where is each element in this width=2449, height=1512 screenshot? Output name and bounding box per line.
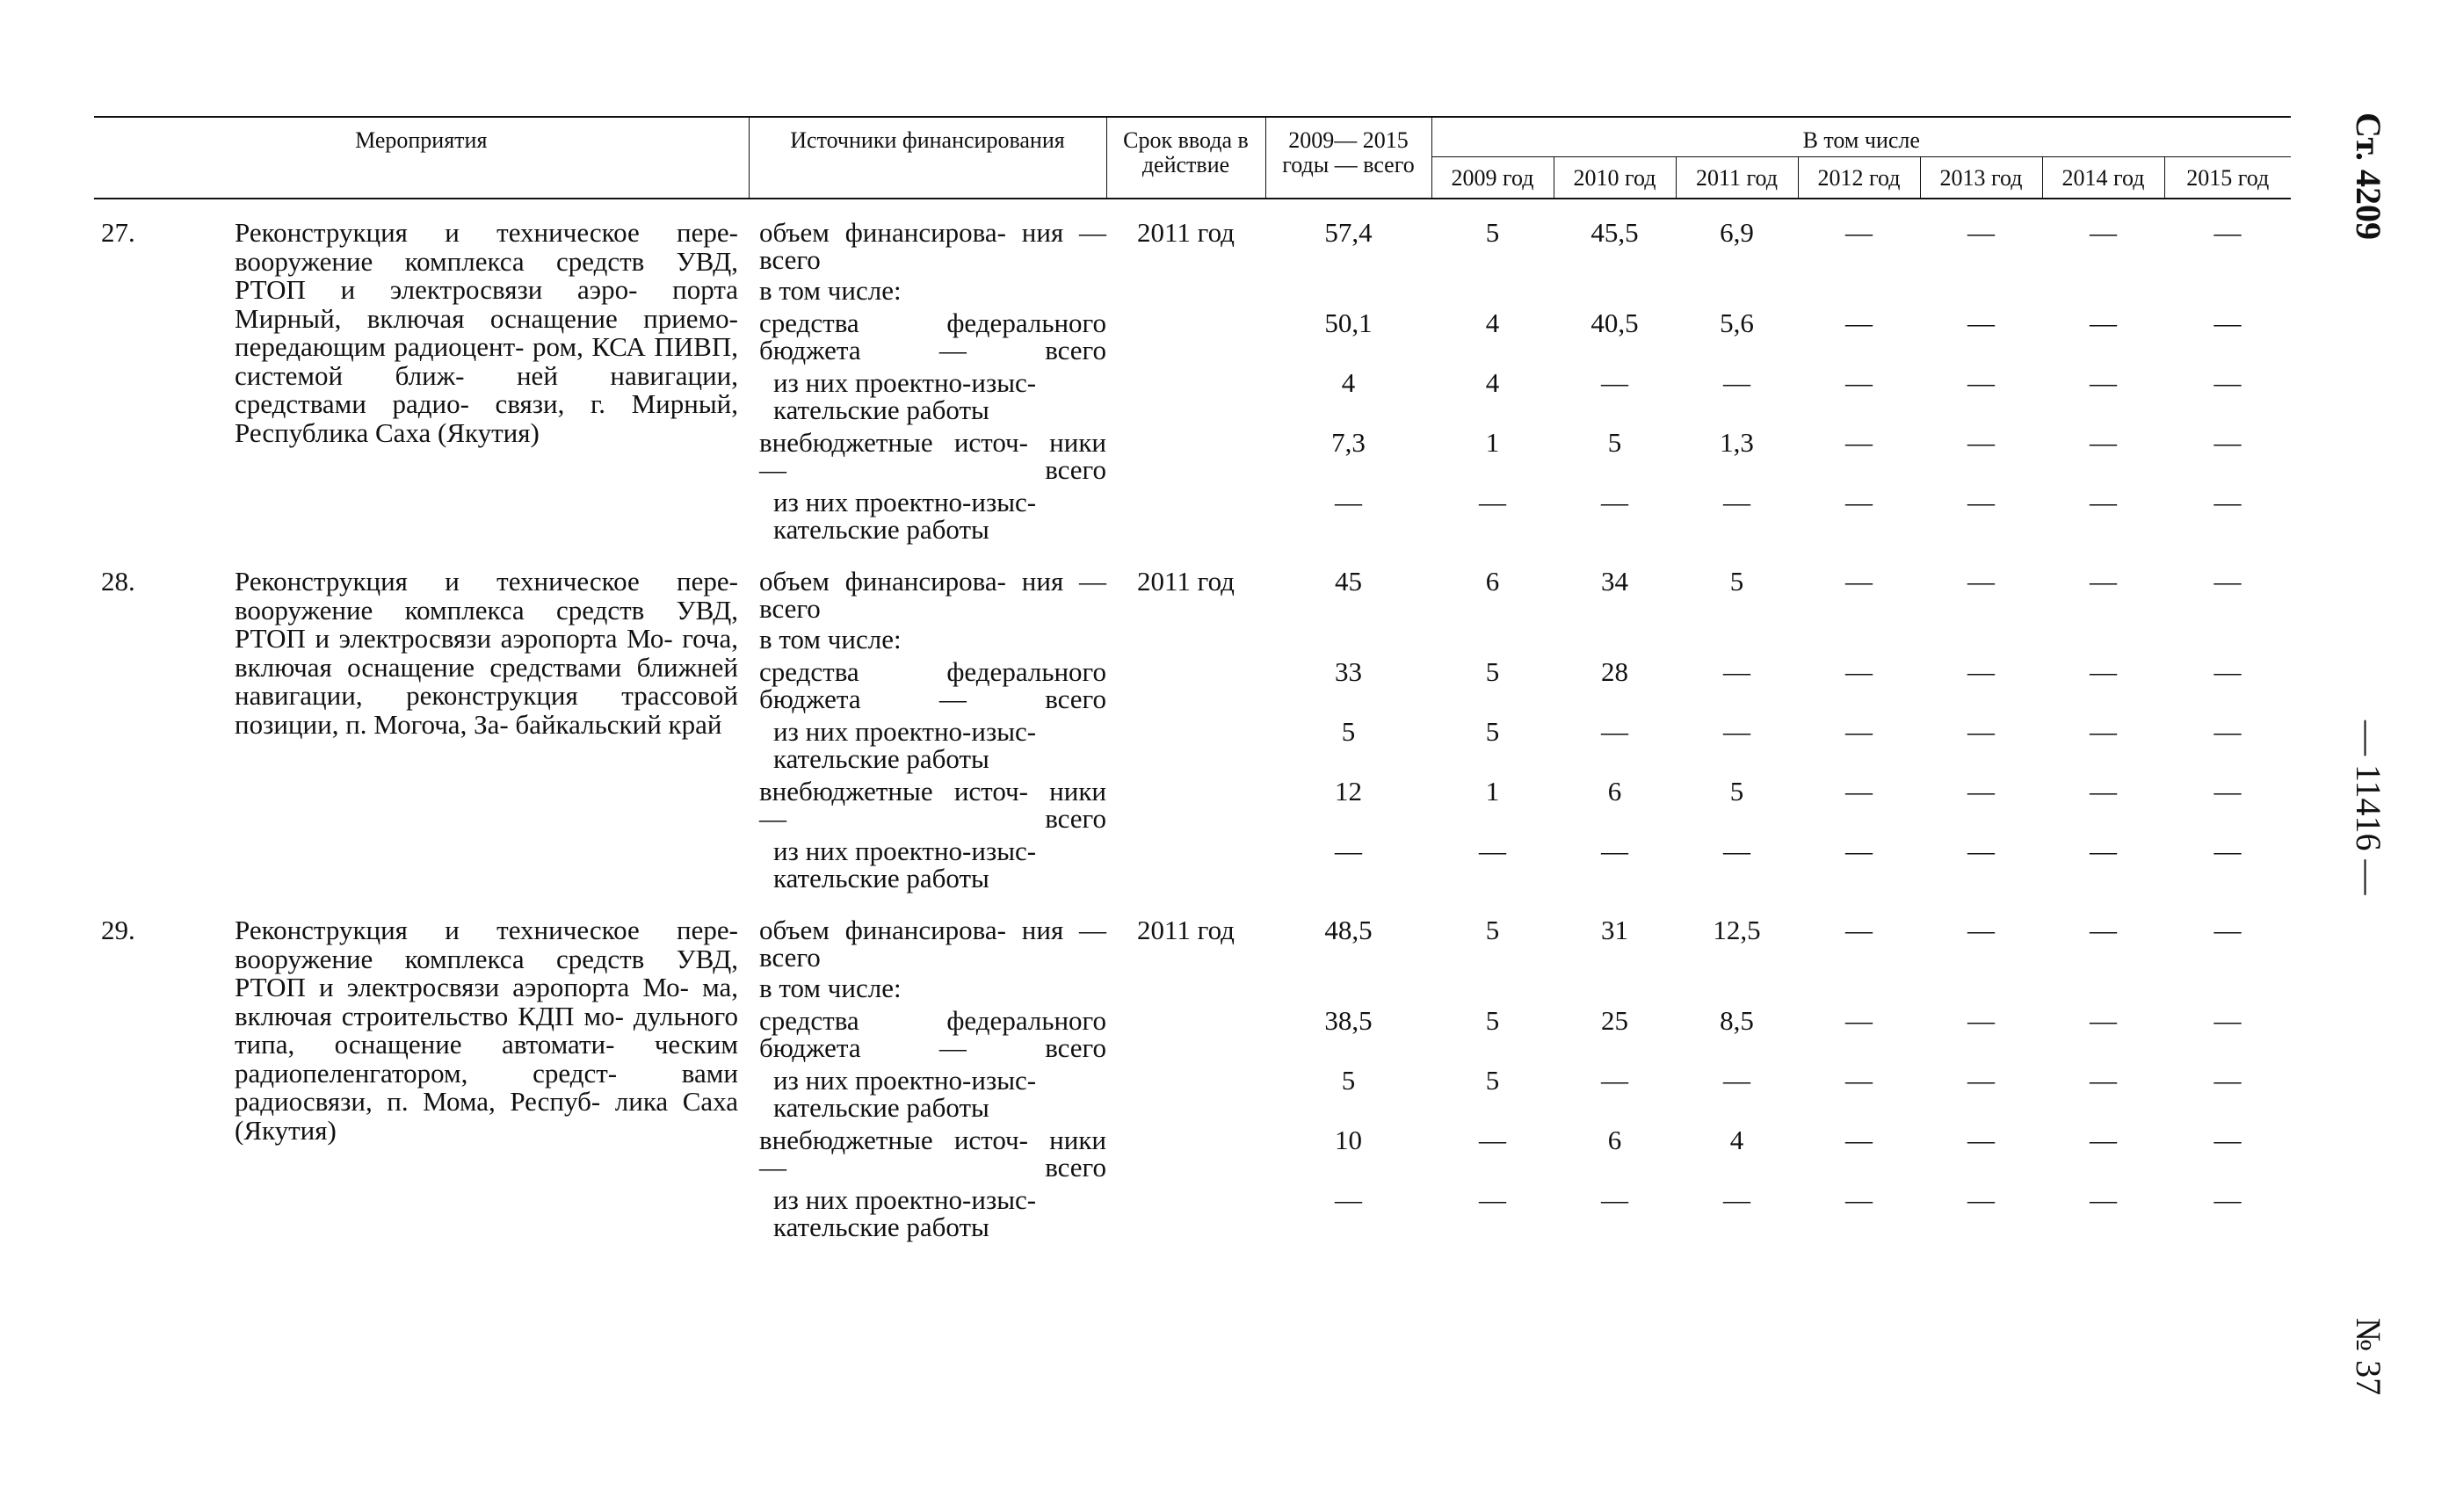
year-value xyxy=(1676,622,1798,653)
header-year: 2012 год xyxy=(1798,157,1920,199)
year-value: — xyxy=(2090,1005,2117,1036)
year-value xyxy=(1431,273,1554,304)
funding-source-text: внебюджетные источ- ники — всего xyxy=(759,776,1106,834)
year-value xyxy=(1920,273,2042,304)
year-value: — xyxy=(1845,217,1873,248)
year-value: — xyxy=(1967,915,1995,945)
year-value: — xyxy=(1845,1125,1873,1155)
funding-source-text: средства федерального бюджета — всего xyxy=(759,656,1106,714)
year-value: 5 xyxy=(1485,217,1500,248)
year-value xyxy=(1798,971,1920,1002)
year-value: 5 xyxy=(1485,656,1500,687)
year-value: 6,9 xyxy=(1720,217,1754,248)
funding-source-label xyxy=(749,622,1106,653)
total-value xyxy=(1265,622,1431,653)
year-value: — xyxy=(1967,656,1995,687)
funding-source-label xyxy=(749,1121,1106,1181)
header-year: 2010 год xyxy=(1554,157,1676,199)
total-value: 48,5 xyxy=(1324,915,1373,945)
year-value: — xyxy=(2214,566,2242,597)
year-value: 5 xyxy=(1729,566,1744,597)
commission-term xyxy=(1106,971,1265,1002)
year-value: 6 xyxy=(1607,1125,1622,1155)
table-row xyxy=(94,897,2291,971)
year-value: — xyxy=(1479,1125,1506,1155)
year-value: — xyxy=(1845,1065,1873,1096)
year-value: — xyxy=(2214,367,2242,398)
total-value: 7,3 xyxy=(1331,427,1366,458)
total-value: — xyxy=(1335,487,1362,517)
year-value: — xyxy=(2090,307,2117,338)
total-value: 45 xyxy=(1335,566,1362,597)
year-value: — xyxy=(2214,776,2242,807)
year-value: — xyxy=(1967,566,1995,597)
year-value: 40,5 xyxy=(1590,307,1639,338)
year-value: 5 xyxy=(1485,716,1500,747)
year-value: 4 xyxy=(1485,307,1500,338)
year-value: — xyxy=(1479,836,1506,866)
entry-number: 27. xyxy=(101,217,135,248)
year-value: — xyxy=(2214,307,2242,338)
year-value: — xyxy=(2214,487,2242,517)
year-value xyxy=(1920,622,2042,653)
funding-source-text: в том числе: xyxy=(759,275,902,306)
year-value: 8,5 xyxy=(1720,1005,1754,1036)
year-value: — xyxy=(1845,427,1873,458)
entry-number: 29. xyxy=(101,915,135,945)
year-value: — xyxy=(1479,1184,1506,1215)
year-value: — xyxy=(2214,915,2242,945)
total-value: 57,4 xyxy=(1324,217,1373,248)
year-value: — xyxy=(2090,716,2117,747)
year-value: — xyxy=(1479,487,1506,517)
year-value xyxy=(2042,971,2164,1002)
commission-term xyxy=(1106,1061,1265,1121)
funding-source-text: средства федерального бюджета — всего xyxy=(759,1005,1106,1063)
year-value: 1 xyxy=(1485,776,1500,807)
commission-term xyxy=(1106,1002,1265,1061)
year-value xyxy=(2042,273,2164,304)
funding-source-label xyxy=(749,548,1106,622)
year-value: — xyxy=(1723,487,1750,517)
header-year: 2014 год xyxy=(2042,157,2164,199)
funding-source-label xyxy=(749,772,1106,832)
year-value xyxy=(1431,971,1554,1002)
funding-source-text: объем финансирова- ния — всего xyxy=(759,217,1106,275)
entry-description: Реконструкция и техническое пере- вооружение комплекса средств УВД, РТОП и электросвязи аэро- порта Мирный, включая оснащение приемо-передающим радиоцент- ром, КСА ПИВП, системой ближ- ней навигации, средствами радио- связи, г. Мирный, Республика Саха (Якутия) xyxy=(235,217,738,448)
year-value: — xyxy=(2090,217,2117,248)
funding-source-label xyxy=(749,971,1106,1002)
year-value: — xyxy=(1967,307,1995,338)
year-value: 31 xyxy=(1601,915,1628,945)
year-value: — xyxy=(1723,1184,1750,1215)
year-value: — xyxy=(2090,367,2117,398)
header-year: 2015 год xyxy=(2164,157,2291,199)
entry-description: Реконструкция и техническое пере- вооружение комплекса средств УВД, РТОП и электросвязи аэропорта Мо- гоча, включая оснащение средствами ближней навигации, реконструкция трассовой позиции, п. Могоча, За- байкальский край xyxy=(235,566,738,740)
commission-term xyxy=(1106,832,1265,897)
total-value: — xyxy=(1335,836,1362,866)
year-value xyxy=(1676,971,1798,1002)
year-value: 45,5 xyxy=(1590,217,1639,248)
year-value: — xyxy=(1845,716,1873,747)
year-value: — xyxy=(1601,487,1628,517)
total-value: 50,1 xyxy=(1324,307,1373,338)
entry-number: 28. xyxy=(101,566,135,597)
year-value: — xyxy=(2090,656,2117,687)
funding-source-label xyxy=(749,483,1106,548)
year-value: — xyxy=(2214,656,2242,687)
year-value: — xyxy=(1723,656,1750,687)
funding-source-label xyxy=(749,713,1106,772)
year-value: — xyxy=(1845,566,1873,597)
year-value: — xyxy=(1967,1125,1995,1155)
year-value: 34 xyxy=(1601,566,1628,597)
year-value: — xyxy=(1967,836,1995,866)
year-value: — xyxy=(2214,1065,2242,1096)
year-value: — xyxy=(2090,915,2117,945)
year-value: — xyxy=(1723,836,1750,866)
commission-term: 2011 год xyxy=(1137,566,1235,597)
year-value: — xyxy=(2214,836,2242,866)
year-value: 5 xyxy=(1729,776,1744,807)
year-value: 1 xyxy=(1485,427,1500,458)
year-value: — xyxy=(2090,1184,2117,1215)
funding-source-label xyxy=(749,199,1106,273)
funding-source-text: внебюджетные источ- ники — всего xyxy=(759,427,1106,485)
header-year: 2009 год xyxy=(1431,157,1554,199)
table-body xyxy=(94,199,2291,1246)
commission-term xyxy=(1106,1121,1265,1181)
table-row xyxy=(94,548,2291,622)
table-row xyxy=(94,199,2291,273)
commission-term xyxy=(1106,483,1265,548)
total-value: 5 xyxy=(1341,1065,1356,1096)
year-value xyxy=(2164,622,2291,653)
year-value: — xyxy=(1845,915,1873,945)
commission-term xyxy=(1106,622,1265,653)
year-value: — xyxy=(1967,1184,1995,1215)
year-value: — xyxy=(2214,1184,2242,1215)
year-value: 5 xyxy=(1607,427,1622,458)
year-value: — xyxy=(1967,217,1995,248)
funding-source-label xyxy=(749,304,1106,364)
year-value xyxy=(2164,273,2291,304)
year-value: — xyxy=(1601,367,1628,398)
total-value: 10 xyxy=(1335,1125,1362,1155)
year-value: — xyxy=(1601,1184,1628,1215)
commission-term xyxy=(1106,653,1265,713)
commission-term xyxy=(1106,364,1265,423)
year-value: 4 xyxy=(1485,367,1500,398)
year-value: 5,6 xyxy=(1720,307,1754,338)
header-including: В том числе xyxy=(1431,117,2291,157)
year-value: 25 xyxy=(1601,1005,1628,1036)
year-value: — xyxy=(2090,1125,2117,1155)
year-value: — xyxy=(2090,1065,2117,1096)
header-total: 2009— 2015 годы — всего xyxy=(1265,117,1431,199)
year-value xyxy=(1554,971,1676,1002)
funding-source-text: в том числе: xyxy=(759,624,902,655)
year-value: — xyxy=(1845,1184,1873,1215)
year-value: — xyxy=(1967,427,1995,458)
year-value: — xyxy=(1845,367,1873,398)
funding-source-text: из них проектно-изыс- кательские работы xyxy=(773,836,1037,893)
year-value: 6 xyxy=(1607,776,1622,807)
commission-term xyxy=(1106,273,1265,304)
funding-source-text: из них проектно-изыс- кательские работы xyxy=(773,487,1037,545)
total-value: — xyxy=(1335,1184,1362,1215)
year-value xyxy=(2164,971,2291,1002)
header-year: 2011 год xyxy=(1676,157,1798,199)
funding-source-label xyxy=(749,423,1106,483)
total-value: 33 xyxy=(1335,656,1362,687)
total-value xyxy=(1265,273,1431,304)
year-value: — xyxy=(2214,1125,2242,1155)
year-value: — xyxy=(1967,487,1995,517)
year-value: — xyxy=(1967,776,1995,807)
commission-term xyxy=(1106,713,1265,772)
funding-source-label xyxy=(749,273,1106,304)
commission-term xyxy=(1106,1181,1265,1246)
year-value: — xyxy=(1967,367,1995,398)
year-value: — xyxy=(2214,1005,2242,1036)
year-value xyxy=(1554,622,1676,653)
funding-source-label xyxy=(749,897,1106,971)
funding-source-text: средства федерального бюджета — всего xyxy=(759,307,1106,365)
funding-source-text: объем финансирова- ния — всего xyxy=(759,915,1106,973)
year-value: 5 xyxy=(1485,1065,1500,1096)
year-value: 28 xyxy=(1601,656,1628,687)
entry-description: Реконструкция и техническое пере- вооружение комплекса средств УВД, РТОП и электросвязи аэропорта Мо- ма, включая строительство КДП мо- дульного типа, оснащение автомати- ческим радиопеленгатором, средст- вами радиосвязи, п. Мома, Респуб- лика Саха (Якутия) xyxy=(235,915,738,1146)
funding-source-text: в том числе: xyxy=(759,973,902,1003)
funding-source-text: из них проектно-изыс- кательские работы xyxy=(773,1065,1037,1123)
year-value xyxy=(1798,273,1920,304)
year-value: — xyxy=(2214,716,2242,747)
funding-source-text: из них проектно-изыс- кательские работы xyxy=(773,367,1037,425)
year-value: — xyxy=(2090,566,2117,597)
year-value: — xyxy=(1601,836,1628,866)
year-value: — xyxy=(1967,1005,1995,1036)
year-value: — xyxy=(2090,427,2117,458)
measures-table xyxy=(94,116,2291,1246)
funding-source-label xyxy=(749,653,1106,713)
year-value: — xyxy=(1845,656,1873,687)
total-value: 38,5 xyxy=(1324,1005,1373,1036)
page-number: — 11416 — xyxy=(2349,720,2388,895)
year-value: — xyxy=(1845,307,1873,338)
funding-source-label xyxy=(749,1002,1106,1061)
year-value: — xyxy=(1723,716,1750,747)
year-value: 5 xyxy=(1485,915,1500,945)
total-value: 12 xyxy=(1335,776,1362,807)
year-value: — xyxy=(1845,776,1873,807)
year-value xyxy=(2042,622,2164,653)
total-value: 4 xyxy=(1341,367,1356,398)
funding-source-text: объем финансирова- ния — всего xyxy=(759,566,1106,624)
header-term: Срок ввода в действие xyxy=(1106,117,1265,199)
year-value: — xyxy=(1723,1065,1750,1096)
year-value xyxy=(1676,273,1798,304)
funding-source-text: из них проектно-изыс- кательские работы xyxy=(773,1184,1037,1242)
year-value: — xyxy=(2090,776,2117,807)
year-value xyxy=(1920,971,2042,1002)
funding-source-label xyxy=(749,832,1106,897)
year-value xyxy=(1798,622,1920,653)
year-value: — xyxy=(2090,487,2117,517)
year-value: 6 xyxy=(1485,566,1500,597)
total-value xyxy=(1265,971,1431,1002)
year-value: 5 xyxy=(1485,1005,1500,1036)
funding-source-text: из них проектно-изыс- кательские работы xyxy=(773,716,1037,774)
year-value: — xyxy=(2214,427,2242,458)
header-year: 2013 год xyxy=(1920,157,2042,199)
funding-source-label xyxy=(749,1181,1106,1246)
year-value: — xyxy=(2214,217,2242,248)
commission-term xyxy=(1106,423,1265,483)
year-value: — xyxy=(1601,1065,1628,1096)
page-reference: Ст. 4209 xyxy=(2349,112,2388,240)
year-value: — xyxy=(1845,836,1873,866)
year-value: 4 xyxy=(1729,1125,1744,1155)
commission-term xyxy=(1106,772,1265,832)
funding-source-label xyxy=(749,1061,1106,1121)
document-page xyxy=(94,116,2291,1246)
header-sources: Источники финансирования xyxy=(749,117,1106,199)
year-value: — xyxy=(1967,1065,1995,1096)
year-value: — xyxy=(1845,487,1873,517)
year-value: — xyxy=(1845,1005,1873,1036)
table-header xyxy=(94,117,2291,199)
header-activities: Мероприятия xyxy=(94,117,749,199)
funding-source-text: внебюджетные источ- ники — всего xyxy=(759,1125,1106,1183)
year-value: — xyxy=(1967,716,1995,747)
funding-source-label xyxy=(749,364,1106,423)
year-value: — xyxy=(2090,836,2117,866)
issue-number: № 37 xyxy=(2349,1318,2388,1396)
year-value: — xyxy=(1723,367,1750,398)
year-value xyxy=(1554,273,1676,304)
commission-term: 2011 год xyxy=(1137,915,1235,945)
commission-term: 2011 год xyxy=(1137,217,1235,248)
total-value: 5 xyxy=(1341,716,1356,747)
commission-term xyxy=(1106,304,1265,364)
year-value: 12,5 xyxy=(1713,915,1761,945)
year-value: — xyxy=(1601,716,1628,747)
year-value xyxy=(1431,622,1554,653)
year-value: 1,3 xyxy=(1720,427,1754,458)
